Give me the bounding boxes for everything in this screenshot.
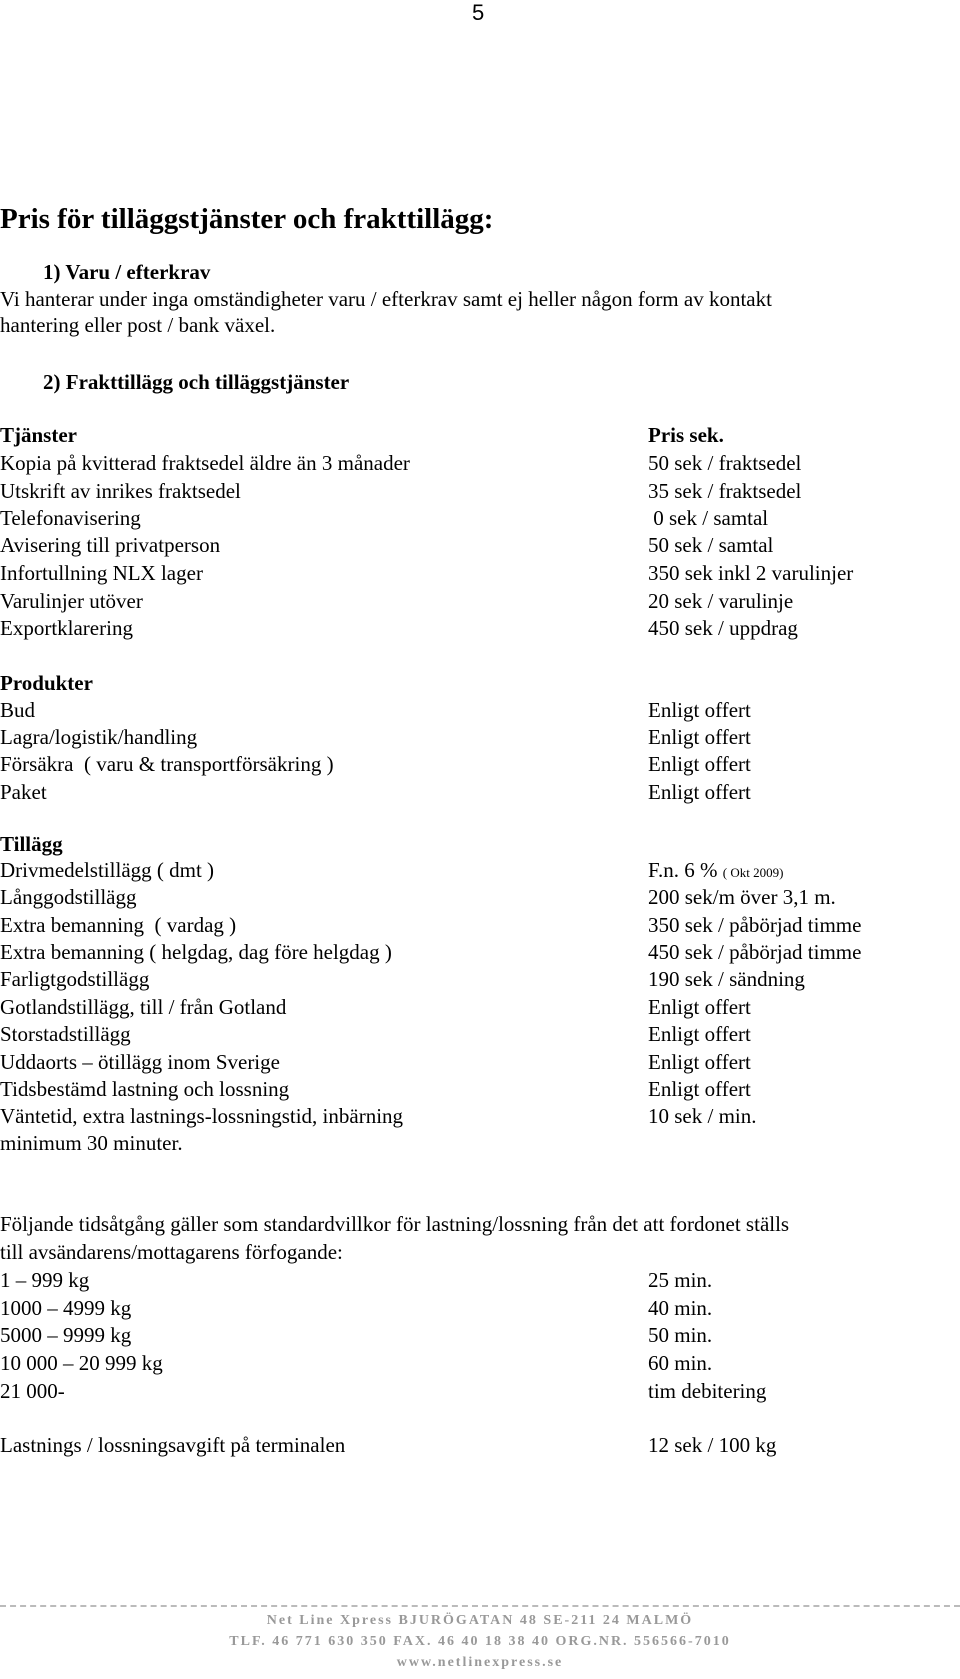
surcharge-price: 190 sek / sändning xyxy=(648,967,805,991)
fuel-surcharge-value: F.n. 6 % xyxy=(648,858,718,882)
product-price: Enligt offert xyxy=(648,752,751,776)
weight-range: 5000 – 9999 kg xyxy=(0,1323,132,1347)
service-price: 0 sek / samtal xyxy=(648,506,769,530)
surcharge-price: Enligt offert xyxy=(648,995,751,1019)
weight-range: 10 000 – 20 999 kg xyxy=(0,1351,163,1375)
tillagg-header: Tillägg xyxy=(0,832,63,856)
surcharge-name: Extra bemanning ( vardag ) xyxy=(0,913,237,937)
surcharge-price: 350 sek / påbörjad timme xyxy=(648,913,862,937)
service-price: 20 sek / varulinje xyxy=(648,589,794,613)
tjanster-header: Tjänster xyxy=(0,423,77,447)
service-name: Utskrift av inrikes fraktsedel xyxy=(0,479,241,503)
fuel-surcharge-date: ( Okt 2009) xyxy=(722,865,784,880)
service-price: 35 sek / fraktsedel xyxy=(648,479,802,503)
service-name: Avisering till privatperson xyxy=(0,533,221,557)
service-name: Varulinjer utöver xyxy=(0,589,143,613)
service-price: 50 sek / fraktsedel xyxy=(648,451,802,475)
terminal-fee-label: Lastnings / lossningsavgift på terminalen xyxy=(0,1433,346,1457)
product-price: Enligt offert xyxy=(648,698,751,722)
product-name: Paket xyxy=(0,780,47,804)
section1-text-line1: Vi hanterar under inga omständigheter varu / efterkrav samt ej heller någon form av kontakt xyxy=(0,287,772,311)
product-price: Enligt offert xyxy=(648,725,751,749)
load-time: tim debitering xyxy=(648,1379,767,1403)
section2-heading: 2) Frakttillägg och tilläggstjänster xyxy=(43,370,350,394)
standard-text-line2: till avsändarens/mottagarens förfogande: xyxy=(0,1240,343,1264)
service-price: 50 sek / samtal xyxy=(648,533,774,557)
section1-heading: 1) Varu / efterkrav xyxy=(43,260,211,284)
product-name: Lagra/logistik/handling xyxy=(0,725,198,749)
surcharge-price: 450 sek / påbörjad timme xyxy=(648,940,862,964)
load-time: 60 min. xyxy=(648,1351,713,1375)
surcharge-price: Enligt offert xyxy=(648,1022,751,1046)
surcharge-name: Extra bemanning ( helgdag, dag före helgdag ) xyxy=(0,940,392,964)
surcharge-name: Drivmedelstillägg ( dmt ) xyxy=(0,858,215,882)
footer-address: Net Line Xpress BJURÖGATAN 48 SE-211 24 MALMÖ xyxy=(266,1613,694,1628)
surcharge-price: Enligt offert xyxy=(648,1050,751,1074)
page-number: 5 xyxy=(472,0,485,25)
surcharge-name: Uddaorts – ötillägg inom Sverige xyxy=(0,1050,280,1074)
service-name: Infortullning NLX lager xyxy=(0,561,203,585)
surcharge-price: Enligt offert xyxy=(648,1077,751,1101)
footer-divider xyxy=(0,1605,960,1607)
surcharge-name: Tidsbestämd lastning och lossning xyxy=(0,1077,290,1101)
surcharge-price: 10 sek / min. xyxy=(648,1104,757,1128)
surcharge-name-cont: minimum 30 minuter. xyxy=(0,1131,183,1155)
weight-range: 21 000- xyxy=(0,1379,65,1403)
surcharge-price: 200 sek/m över 3,1 m. xyxy=(648,885,836,909)
surcharge-price xyxy=(648,858,783,883)
surcharge-name: Storstadstillägg xyxy=(0,1022,131,1046)
produkter-header: Produkter xyxy=(0,671,93,695)
load-time: 50 min. xyxy=(648,1323,713,1347)
weight-range: 1 – 999 kg xyxy=(0,1268,90,1292)
load-time: 40 min. xyxy=(648,1296,713,1320)
service-price: 350 sek inkl 2 varulinjer xyxy=(648,561,854,585)
service-price: 450 sek / uppdrag xyxy=(648,616,798,640)
service-name: Kopia på kvitterad fraktsedel äldre än 3 månader xyxy=(0,451,410,475)
service-name: Exportklarering xyxy=(0,616,133,640)
load-time: 25 min. xyxy=(648,1268,713,1292)
surcharge-name: Väntetid, extra lastnings-lossningstid, inbärning xyxy=(0,1104,404,1128)
surcharge-name: Långgodstillägg xyxy=(0,885,137,909)
footer-contact: TLF. 46 771 630 350 FAX. 46 40 18 38 40 ORG.NR. 556566-7010 xyxy=(229,1634,731,1649)
section1-text-line2: hantering eller post / bank växel. xyxy=(0,313,276,337)
page-title: Pris för tilläggstjänster och frakttillägg: xyxy=(0,203,494,235)
product-price: Enligt offert xyxy=(648,780,751,804)
standard-text-line1: Följande tidsåtgång gäller som standardvillkor för lastning/lossning från det att fordonet ställs xyxy=(0,1212,790,1236)
weight-range: 1000 – 4999 kg xyxy=(0,1296,132,1320)
footer-website: www.netlinexpress.se xyxy=(396,1655,564,1670)
product-name: Försäkra ( varu & transportförsäkring ) xyxy=(0,752,334,776)
price-header: Pris sek. xyxy=(648,423,724,447)
surcharge-name: Gotlandstillägg, till / från Gotland xyxy=(0,995,287,1019)
product-name: Bud xyxy=(0,698,36,722)
surcharge-name: Farligtgodstillägg xyxy=(0,967,150,991)
service-name: Telefonavisering xyxy=(0,506,141,530)
terminal-fee-price: 12 sek / 100 kg xyxy=(648,1433,777,1457)
